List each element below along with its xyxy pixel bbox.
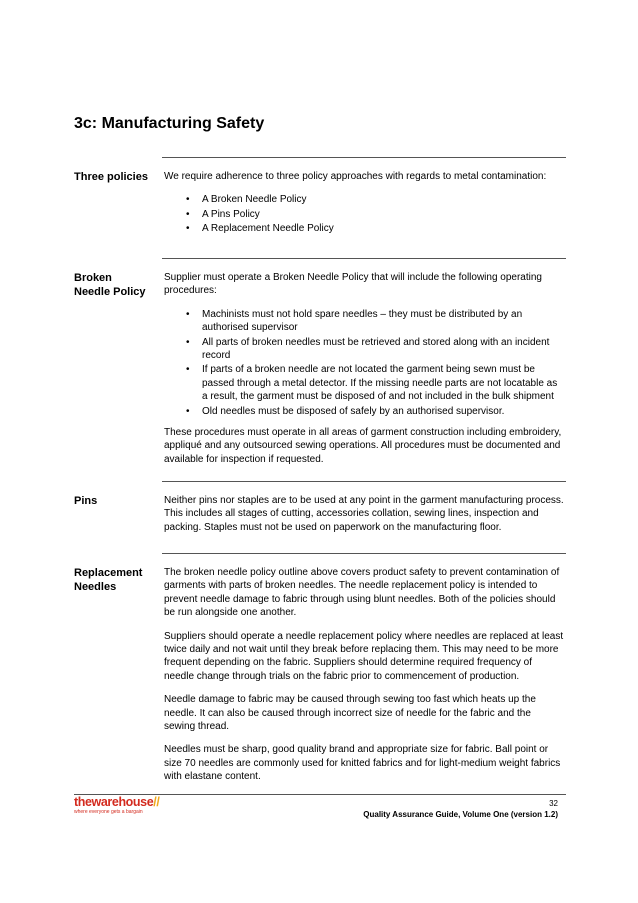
bullet-item: • A Replacement Needle Policy: [164, 222, 564, 235]
bullet-item: • Old needles must be disposed of safely by an authorised supervisor.: [164, 405, 564, 418]
section-paragraph: Suppliers should operate a needle replacement policy where needles are replaced at least twice daily and not wait until they break before replacing them. This may need to be more frequent depending on the fabric. Suppliers should determine required frequency of needle change through trials on the fabric prior to commencement of production.: [164, 630, 564, 682]
bullet-item: • A Pins Policy: [164, 208, 564, 221]
logo-tagline: where everyone gets a bargain: [74, 809, 143, 815]
logo-brand: thewarehouse//: [74, 795, 160, 809]
footer-guide-title: Quality Assurance Guide, Volume One (version 1.2): [363, 810, 558, 819]
section-body-pins: [164, 494, 564, 544]
section-body-three-policies: [164, 170, 564, 244]
section-divider: [162, 481, 566, 482]
section-intro: Neither pins nor staples are to be used at any point in the garment manufacturing process. This includes all stages of cutting, accessories collation, sewing lines, inspection and packing. Staples must not be used on paperwork on the manufacturing floor.: [164, 495, 564, 533]
section-intro: Supplier must operate a Broken Needle Policy that will include the following operating procedures:: [164, 272, 542, 297]
section-label-three-policies: [74, 170, 160, 184]
bullet-item: • If parts of a broken needle are not located the garment being sewn must be passed through a metal detector. If the missing needle parts are not locatable as a result, the garment must be disposed of and not included in the bulk shipment: [164, 363, 564, 403]
page-number: 32: [549, 799, 558, 808]
section-paragraph: Needles must be sharp, good quality brand and appropriate size for fabric. Ball point or size 70 needles are commonly used for knitted fabrics and for light-medium weight fabrics with elastane content.: [164, 744, 561, 783]
bullet-item: • All parts of broken needles must be retrieved and stored along with an incident record: [164, 336, 564, 363]
bullet-item: • A Broken Needle Policy: [164, 193, 564, 206]
section-label-line: Broken: [74, 272, 112, 284]
section-paragraph: The broken needle policy outline above covers product safety to prevent contamination of garments with parts of broken needles. The needle replacement policy is intended to prevent needle damage to fabric through using blunt needles. Both of the policies should be run alongside one another.: [164, 567, 560, 619]
page-title: 3c: Manufacturing Safety: [74, 115, 265, 132]
section-divider: [162, 157, 566, 158]
section-label-line: Three policies: [74, 171, 148, 183]
section-label-line: Needles: [74, 581, 117, 594]
section-divider: [162, 553, 566, 554]
bullet-item: • Machinists must not hold spare needles – they must be distributed by an authorised supervisor: [164, 308, 564, 335]
section-paragraph: Needle damage to fabric may be caused through sewing too fast which heats up the needle. It can also be caused through incorrect size of needle for the fabric and the sewing thread.: [164, 694, 536, 733]
company-logo: [74, 796, 166, 818]
section-label-replacement-needles: [74, 566, 160, 595]
section-closing: These procedures must operate in all areas of garment construction including embroidery, appliqué and any outsourced sewing operations. All procedures must be documented and available for inspection if requested.: [164, 427, 562, 465]
section-label-line: Replacement: [74, 567, 143, 579]
section-intro: We require adherence to three policy approaches with regards to metal contamination:: [164, 171, 547, 182]
section-label-broken-needle-policy: [74, 271, 160, 300]
bullet-list: [164, 308, 564, 418]
section-body-replacement-needles: [164, 566, 564, 794]
section-label-pins: [74, 494, 160, 508]
section-label-line: Needle Policy: [74, 286, 146, 299]
section-divider: [162, 258, 566, 259]
section-label-line: Pins: [74, 495, 98, 507]
section-body-broken-needle-policy: [164, 271, 564, 476]
bullet-list: [164, 193, 564, 235]
